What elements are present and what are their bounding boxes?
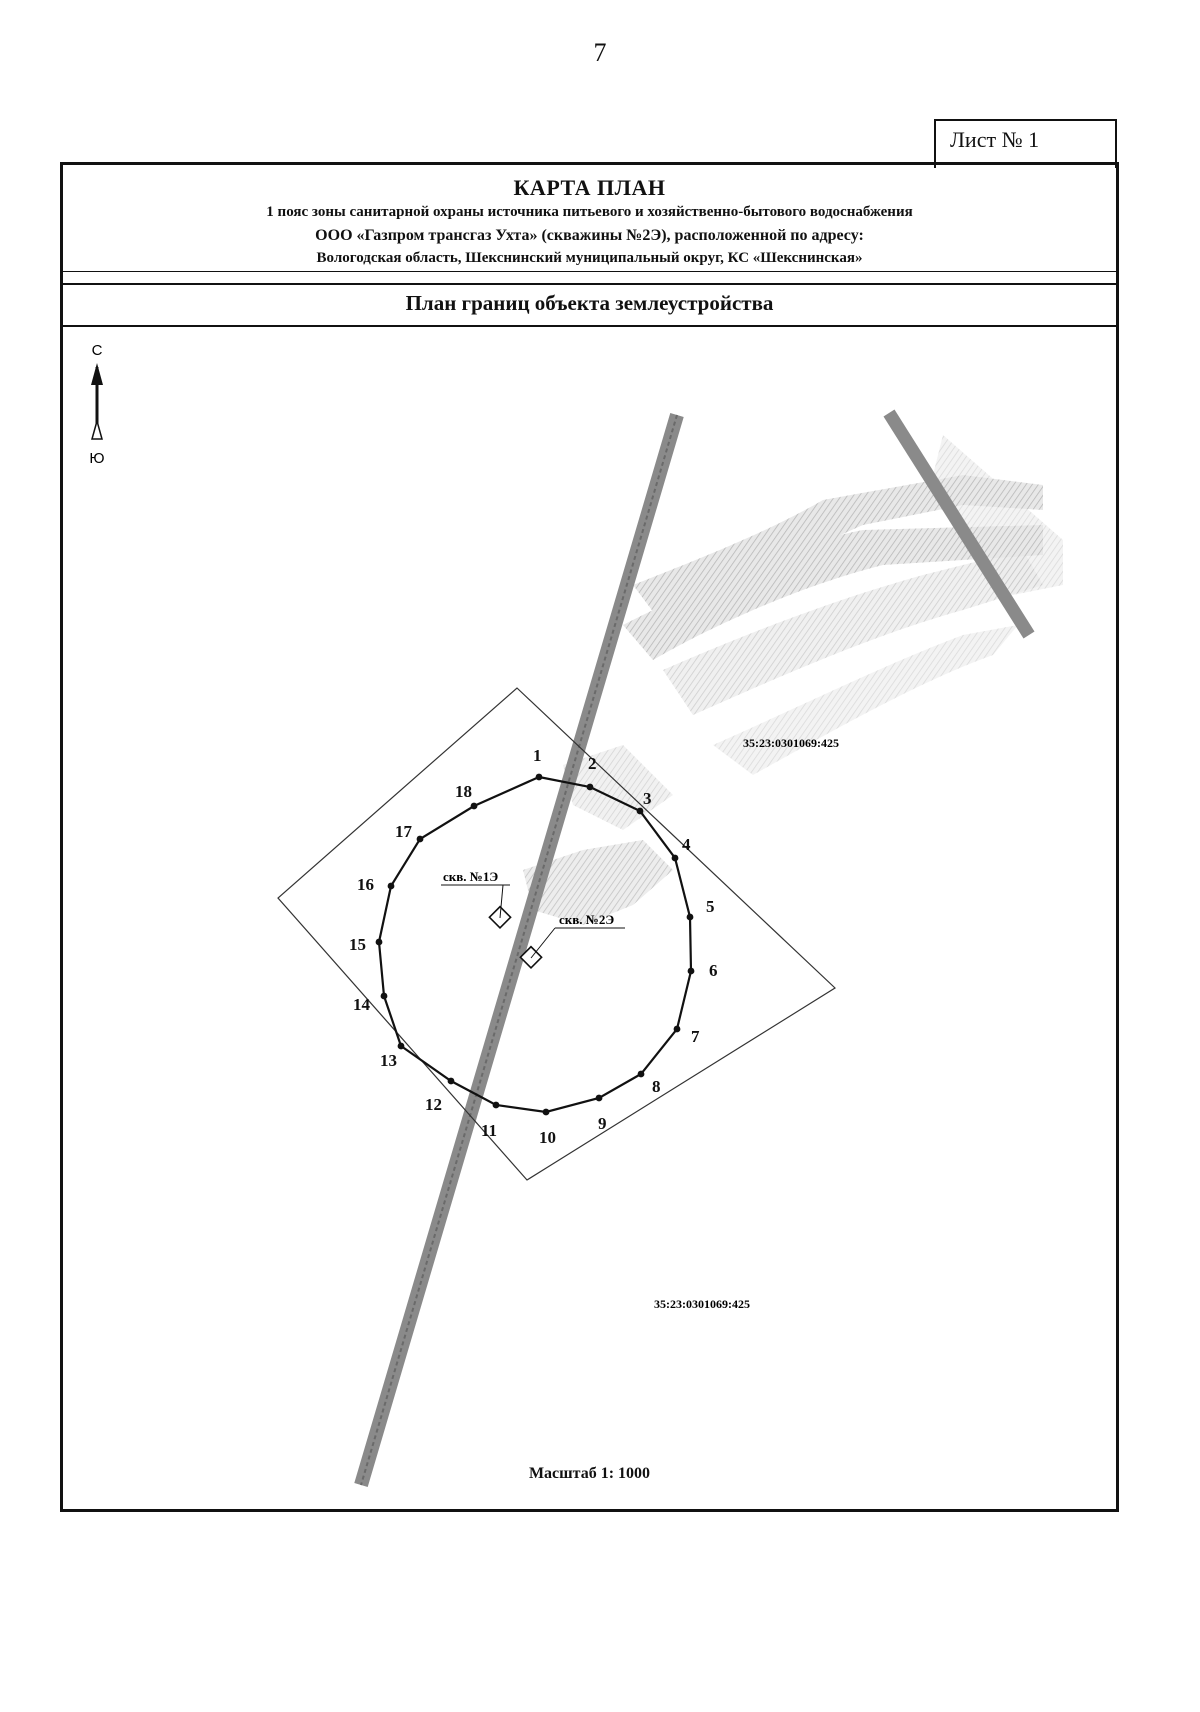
vertex-labels: [349, 746, 718, 1147]
boundary-vertex-10: [543, 1109, 550, 1116]
vertex-label-4: 4: [682, 835, 691, 854]
vertex-label-6: 6: [709, 961, 718, 980]
boundary-vertex-1: [536, 774, 543, 781]
vertex-label-18: 18: [455, 782, 472, 801]
vertex-label-10: 10: [539, 1128, 556, 1147]
cadastral-label-lower: 35:23:0301069:425: [654, 1297, 750, 1311]
header-rule: [63, 271, 1116, 272]
map-title: КАРТА ПЛАН: [513, 175, 666, 200]
map-drawing: [63, 325, 1116, 1509]
vertex-label-5: 5: [706, 897, 715, 916]
boundary-vertex-11: [493, 1102, 500, 1109]
vertex-label-17: 17: [395, 822, 412, 841]
map-subtitle: План границ объекта землеустройства: [63, 283, 1116, 327]
boundary-vertex-18: [471, 803, 478, 810]
header-line-2: ООО «Газпром трансгаз Ухта» (скважины №2Э), расположенной по адресу:: [315, 227, 864, 244]
vertex-label-1: 1: [533, 746, 542, 765]
vertex-label-7: 7: [691, 1027, 700, 1046]
map-frame: [60, 162, 1119, 1512]
boundary-vertex-5: [687, 914, 694, 921]
well-2: [520, 912, 625, 968]
well-1: [441, 869, 511, 928]
north-arrow-icon: [89, 342, 104, 467]
vertex-label-9: 9: [598, 1114, 607, 1133]
boundary-vertex-7: [674, 1026, 681, 1033]
map-scale: Масштаб 1: 1000: [528, 1465, 651, 1482]
vertex-label-15: 15: [349, 935, 366, 954]
compass-north-label: С: [91, 342, 103, 359]
boundary-vertex-12: [448, 1078, 455, 1085]
vertex-label-13: 13: [380, 1051, 397, 1070]
vertex-label-3: 3: [643, 789, 652, 808]
boundary-vertex-4: [672, 855, 679, 862]
boundary-vertex-8: [638, 1071, 645, 1078]
boundary-vertex-14: [381, 993, 388, 1000]
cadastral-label-upper: 35:23:0301069:425: [743, 736, 839, 750]
map-area: [63, 325, 1116, 1509]
vertex-label-14: 14: [353, 995, 370, 1014]
sheet-number-box: Лист № 1: [934, 119, 1117, 168]
header-line-1: 1 пояс зоны санитарной охраны источника питьевого и хозяйственно-бытового водоснабжения: [266, 204, 913, 220]
well-1-label: скв. №1Э: [443, 869, 499, 884]
boundary-vertex-6: [688, 968, 695, 975]
boundary-vertex-17: [417, 836, 424, 843]
compass-south-label: Ю: [89, 450, 105, 467]
page-number: 7: [593, 38, 607, 67]
well-2-label: скв. №2Э: [559, 912, 615, 927]
boundary-vertex-3: [637, 808, 644, 815]
map-header: [63, 165, 1116, 285]
boundary-vertices: [376, 774, 695, 1116]
header-line-3: Вологодская область, Шекснинский муниципальный округ, КС «Шекснинская»: [316, 250, 863, 266]
vertex-label-11: 11: [481, 1121, 498, 1140]
boundary-vertex-9: [596, 1095, 603, 1102]
vertex-label-8: 8: [652, 1077, 661, 1096]
vertex-label-2: 2: [588, 754, 597, 773]
boundary-vertex-16: [388, 883, 395, 890]
boundary-polygon: [379, 777, 691, 1112]
boundary-vertex-2: [587, 784, 594, 791]
boundary-vertex-13: [398, 1043, 405, 1050]
boundary-vertex-15: [376, 939, 383, 946]
vertex-label-16: 16: [357, 875, 374, 894]
vertex-label-12: 12: [425, 1095, 442, 1114]
